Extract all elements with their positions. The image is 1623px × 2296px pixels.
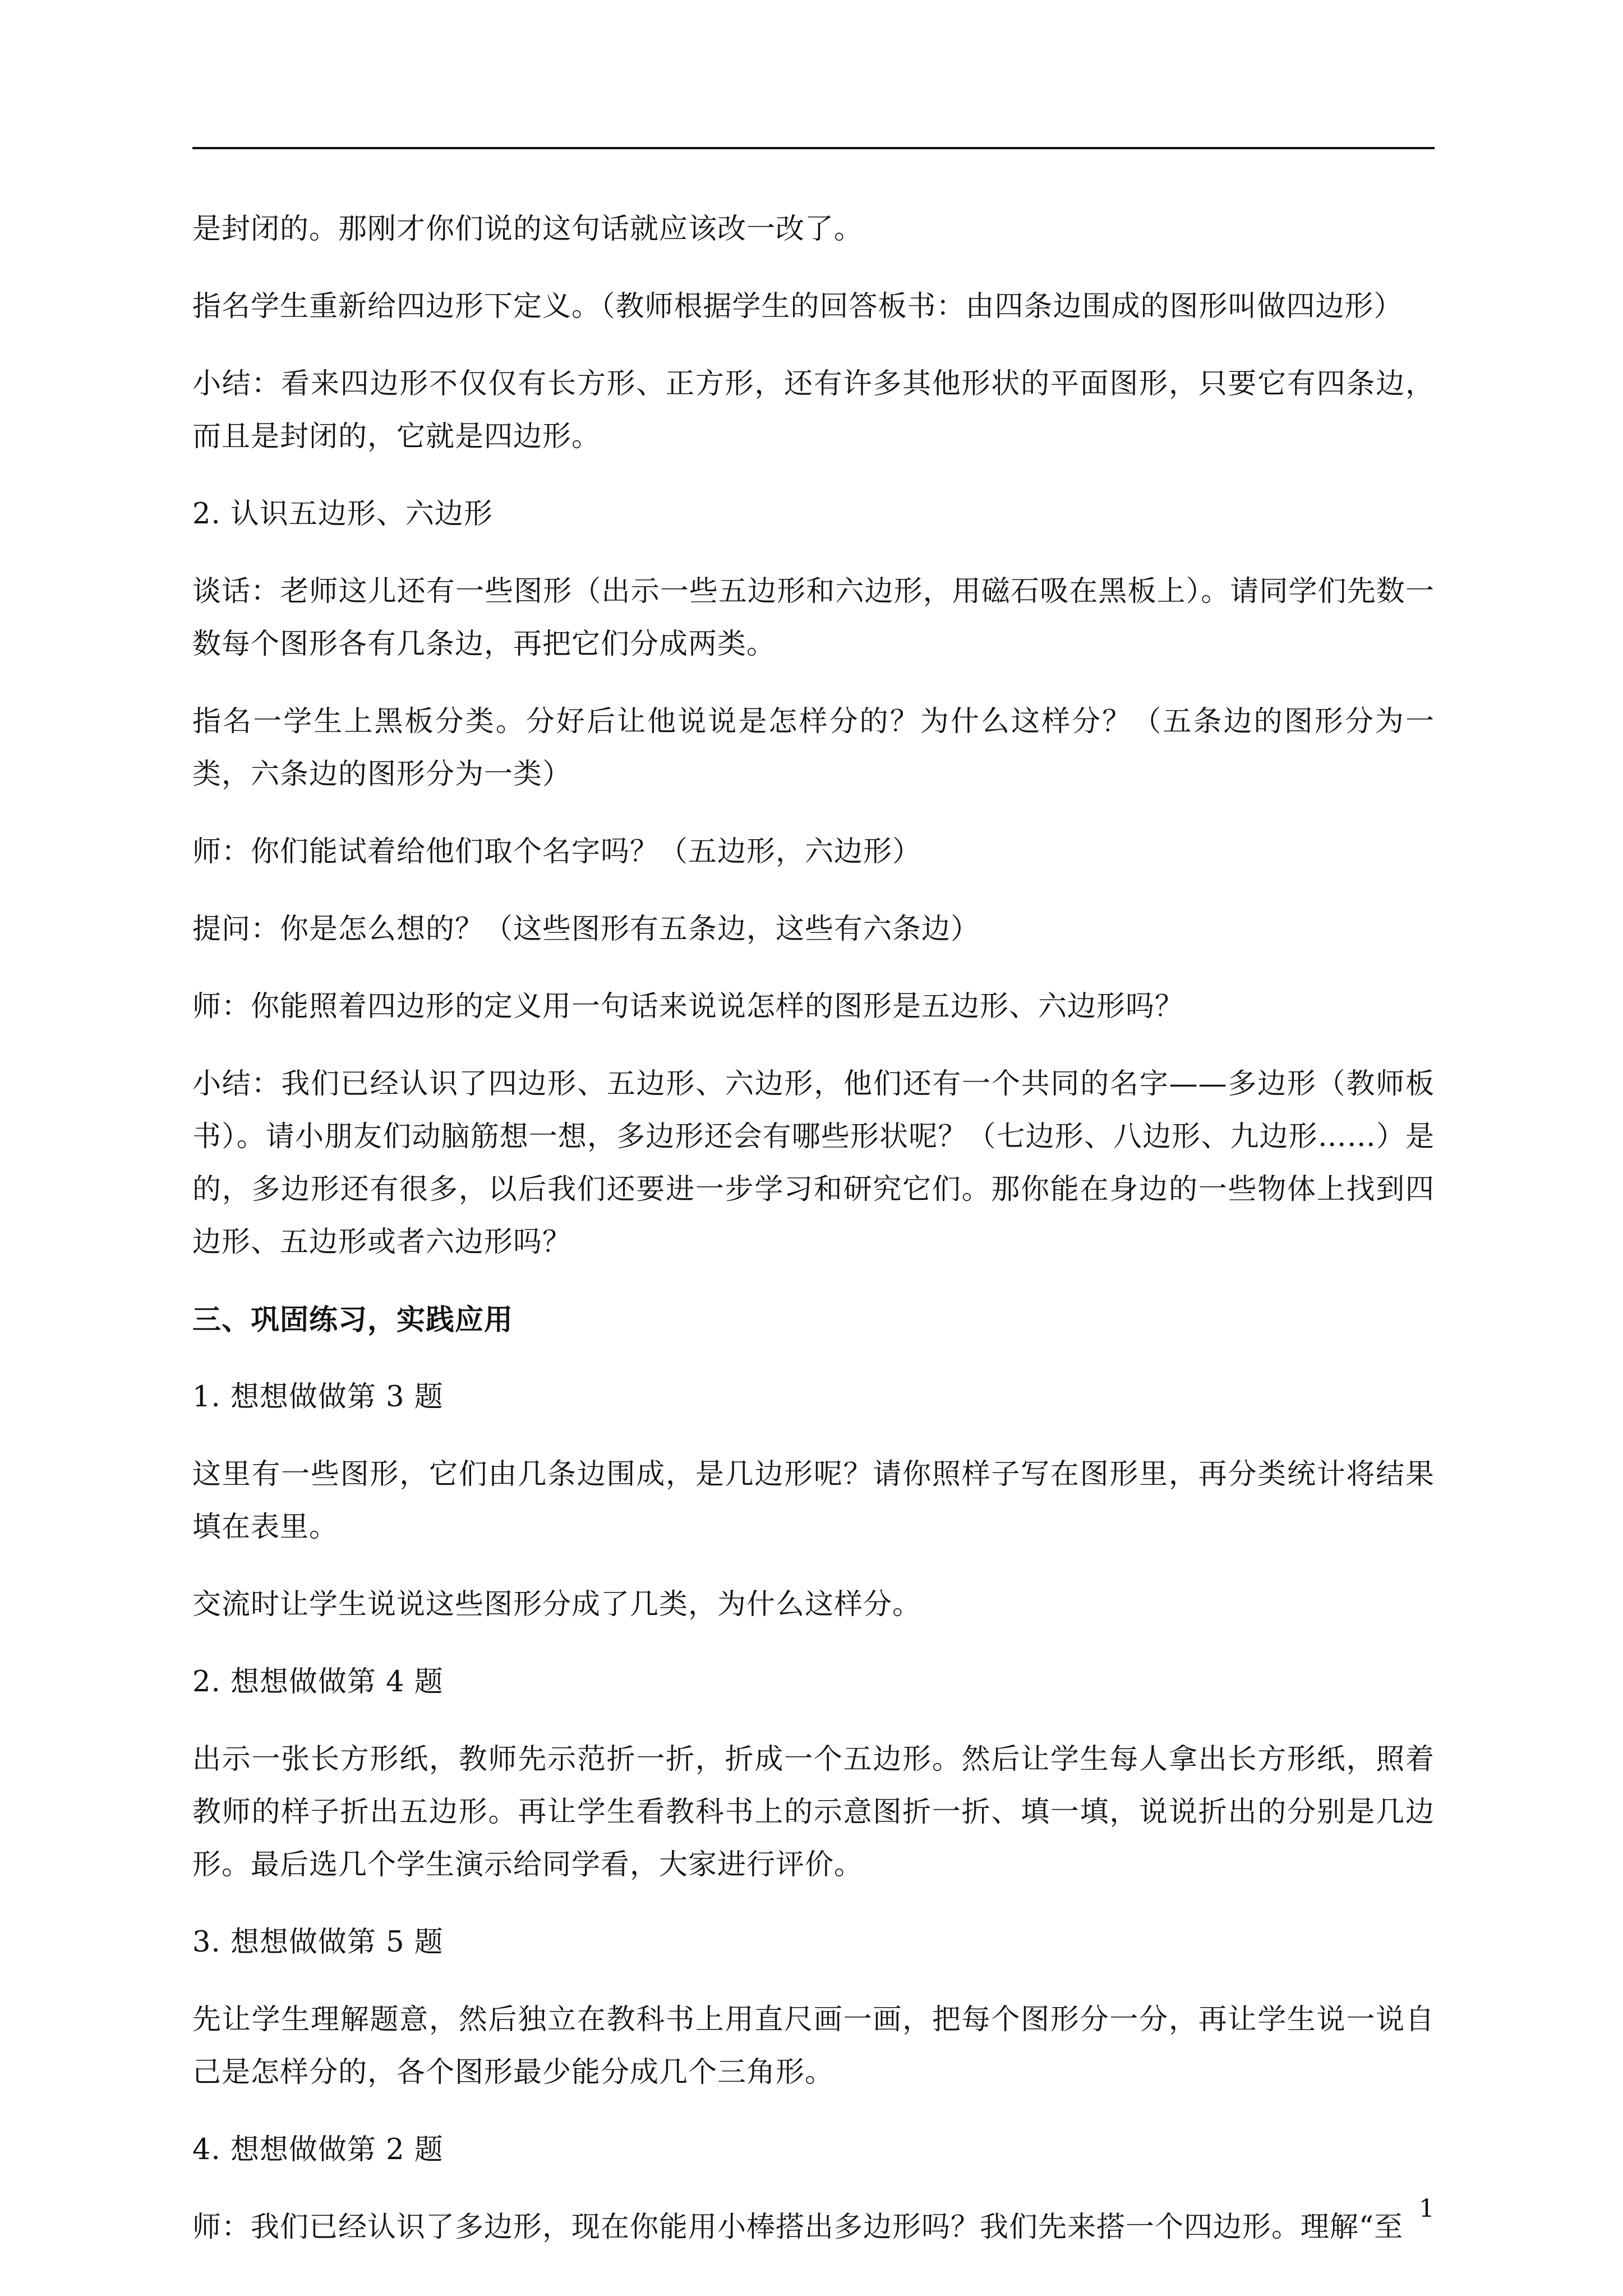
section-subheading: 2. 想想做做第 4 题 bbox=[192, 1665, 444, 1699]
paragraph: 小结：我们已经认识了四边形、五边形、六边形，他们还有一个共同的名字——多边形（教师板书）。请小朋友们动脑筋想一想，多边形还会有哪些形状呢？（七边形、八边形、九边形……）是的，多边形还有很多，以后我们还要进一步学习和研究它们。那你能在身边的一些物体上找到四边形、五边形或者六边形吗？ bbox=[192, 1068, 1435, 1259]
section-heading: 三、巩固练习，实践应用 bbox=[192, 1303, 514, 1337]
section-subheading: 2. 认识五边形、六边形 bbox=[192, 498, 493, 531]
paragraph: 师：我们已经认识了多边形，现在你能用小棒搭出多边形吗？我们先来搭一个四边形。理解“至 bbox=[192, 2211, 1404, 2244]
paragraph: 是封闭的。那刚才你们说的这句话就应该改一改了。 bbox=[192, 213, 864, 246]
paragraph: 师：你能照着四边形的定义用一句话来说说怎样的图形是五边形、六边形吗？ bbox=[192, 990, 1184, 1023]
page-number: 1 bbox=[1419, 2194, 1435, 2223]
paragraph: 交流时让学生说说这些图形分成了几类，为什么这样分。 bbox=[192, 1588, 922, 1621]
paragraph: 出示一张长方形纸，教师先示范折一折，折成一个五边形。然后让学生每人拿出长方形纸，照着教师的样子折出五边形。再让学生看教科书上的示意图折一折、填一填，说说折出的分别是几边形。最后选几个学生演示给同学看，大家进行评价。 bbox=[192, 1743, 1435, 1881]
section-subheading: 3. 想想做做第 5 题 bbox=[192, 1926, 444, 1959]
paragraph: 谈话：老师这儿还有一些图形（出示一些五边形和六边形，用磁石吸在黑板上）。请同学们先数一数每个图形各有几条边，再把它们分成两类。 bbox=[192, 575, 1435, 661]
document-body bbox=[192, 203, 1435, 2279]
paragraph: 先让学生理解题意，然后独立在教科书上用直尺画一画，把每个图形分一分，再让学生说一说自己是怎样分的，各个图形最少能分成几个三角形。 bbox=[192, 2003, 1435, 2089]
paragraph: 指名学生重新给四边形下定义。（教师根据学生的回答板书：由四条边围成的图形叫做四边形） bbox=[192, 290, 1403, 323]
section-subheading: 4. 想想做做第 2 题 bbox=[192, 2133, 444, 2166]
section-subheading: 1. 想想做做第 3 题 bbox=[192, 1381, 444, 1414]
paragraph: 师：你们能试着给他们取个名字吗？（五边形，六边形） bbox=[192, 835, 922, 868]
paragraph: 小结：看来四边形不仅仅有长方形、正方形，还有许多其他形状的平面图形，只要它有四条边，而且是封闭的，它就是四边形。 bbox=[192, 367, 1435, 453]
paragraph: 提问：你是怎么想的？（这些图形有五条边，这些有六条边） bbox=[192, 913, 980, 946]
header-rule bbox=[192, 147, 1435, 149]
paragraph: 指名一学生上黑板分类。分好后让他说说是怎样分的？为什么这样分？（五条边的图形分为一类，六条边的图形分为一类） bbox=[192, 705, 1435, 791]
paragraph: 这里有一些图形，它们由几条边围成，是几边形呢？请你照样子写在图形里，再分类统计将结果填在表里。 bbox=[192, 1458, 1435, 1544]
